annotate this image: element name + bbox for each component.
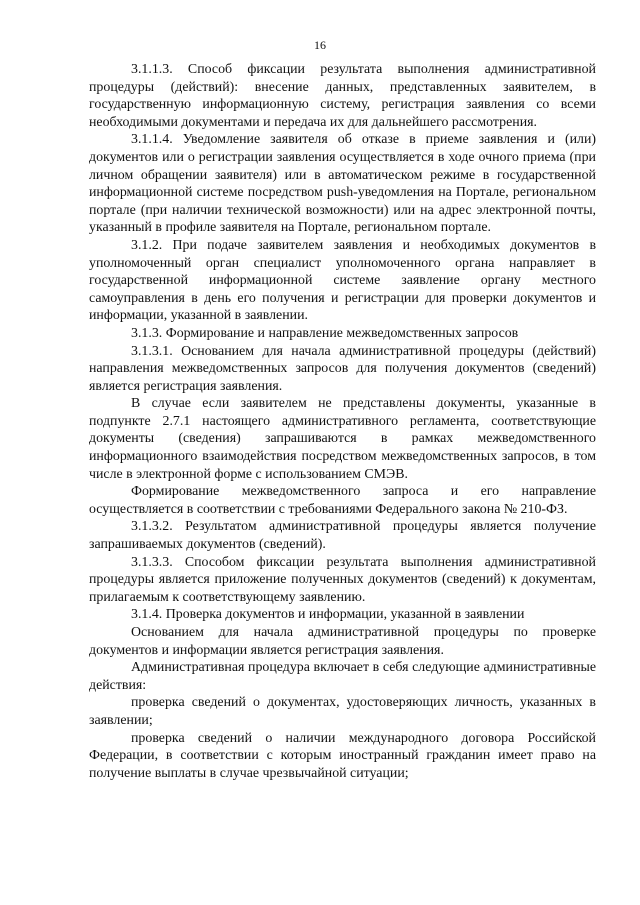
paragraph-3-1-3-2: 3.1.3.2. Результатом административной процедуры является получение запрашиваемых документов (сведений). [89, 519, 596, 553]
list-item-identity-check: проверка сведений о документах, удостоверяющих личность, указанных в заявлении; [89, 695, 596, 728]
section-heading-3-1-3: 3.1.3. Формирование и направление межведомственных запросов [131, 325, 519, 341]
list-item-treaty-check: проверка сведений о наличии международного договора Российской Федерации, в соответствии с которым иностранный гражданин имеет право на получение выплаты в случае чрезвычайной ситуации; [89, 730, 596, 781]
paragraph-3-1-1-3: 3.1.1.3. Способ фиксации результата выполнения административной процедуры (действий): внесение данных, представленных заявителем, в государственную информационную систему, регистрация заявления со всеми необходимыми документами и передача их для дальнейшего рассмотрения. [89, 62, 596, 130]
section-heading-3-1-4: 3.1.4. Проверка документов и информации, указанной в заявлении [131, 607, 525, 623]
paragraph-interagency-request: Формирование межведомственного запроса и его направление осуществляется в соответствии с требованиями Федерального закона № 210-ФЗ. [89, 484, 596, 517]
paragraph-missing-documents: В случае если заявителем не представлены документы, указанные в подпункте 2.7.1 настоящего административного регламента, соответствующие документы (сведения) запрашиваются в рамках межведомственного информационного взаимодействия посредством межведомственных запросов, в том числе в электронной форме с использованием СМЭВ. [89, 396, 596, 482]
paragraph-3-1-2: 3.1.2. При подаче заявителем заявления и необходимых документов в уполномоченный орган специалист уполномоченного органа направляет в государственной информационной системе заявление органу местного самоуправления в день его получения и регистрации для проверки документов и информации, указанной в заявлении. [89, 237, 596, 324]
paragraph-actions-intro: Административная процедура включает в себя следующие административные действия: [89, 660, 596, 693]
paragraph-basis-for-check: Основанием для начала административной процедуры по проверке документов и информации является регистрация заявления. [89, 625, 596, 658]
paragraph-3-1-3-3: 3.1.3.3. Способом фиксации результата выполнения административной процедуры является приложение полученных документов (сведений) к документам, прилагаемым к соответствующему заявлению. [89, 554, 596, 605]
paragraph-3-1-1-4: 3.1.1.4. Уведомление заявителя об отказе в приеме заявления и (или) документов или о регистрации заявления осуществляется в ходе очного приема (при личном обращении заявителя) или в автоматическом режиме в государственной информационной системе посредством push-уведомления на Портале, региональном портале (при наличии технической возможности) или на адрес электронной почты, указанный в профиле заявителя на Портале, региональном портале. [89, 132, 596, 236]
page-content [89, 61, 596, 782]
paragraph-3-1-3-1: 3.1.3.1. Основанием для начала административной процедуры (действий) направления межведомственных запросов для получения документов (сведений) является регистрация заявления. [89, 343, 596, 394]
page-number: 16 [314, 38, 326, 52]
